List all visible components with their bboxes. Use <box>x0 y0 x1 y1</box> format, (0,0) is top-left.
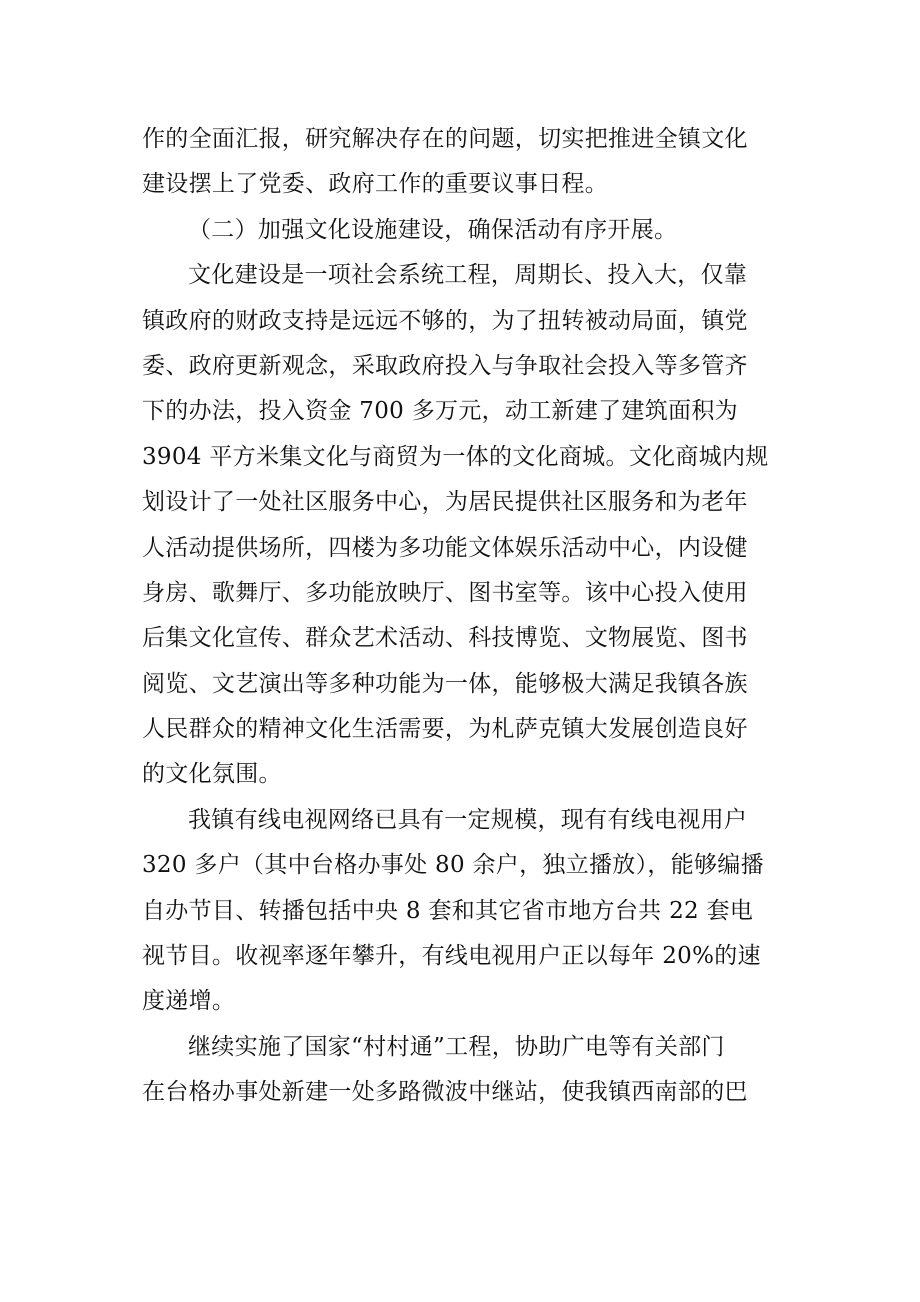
text-line: 继续实施了国家“村村通”工程，协助广电等有关部门 <box>188 1033 725 1060</box>
text-line: 建设摆上了党委、政府工作的重要议事日程。 <box>142 171 608 198</box>
text-line: 我镇有线电视网络已具有一定规模，现有有线电视用户 <box>188 806 748 833</box>
text-line: 在台格办事处新建一处多路微波中继站，使我镇西南部的巴 <box>142 1079 748 1106</box>
text-line: 划设计了一处社区服务中心，为居民提供社区服务和为老年 <box>142 489 748 516</box>
text-line: 人民群众的精神文化生活需要，为札萨克镇大发展创造良好 <box>142 716 748 743</box>
text-line: 镇政府的财政支持是远远不够的，为了扭转被动局面，镇党 <box>142 307 748 334</box>
text-line: 后集文化宣传、群众艺术活动、科技博览、文物展览、图书 <box>142 625 748 652</box>
text-line: 自办节目、转播包括中央 8 套和其它省市地方台共 22 套电 <box>142 897 754 924</box>
document-body <box>142 117 782 1116</box>
text-line: 身房、歌舞厅、多功能放映厅、图书室等。该中心投入使用 <box>142 579 748 606</box>
text-line: 下的办法，投入资金 700 多万元，动工新建了建筑面积为 <box>142 398 738 425</box>
text-line: 的文化氛围。 <box>142 761 282 788</box>
text-line: 度递增。 <box>142 988 236 1015</box>
text-line: 作的全面汇报，研究解决存在的问题，切实把推进全镇文化 <box>142 126 748 152</box>
text-line: 320 多户（其中台格办事处 80 余户，独立播放），能够编播 <box>142 852 764 879</box>
text-line: 视节目。收视率逐年攀升，有线电视用户正以每年 20%的速 <box>142 943 761 970</box>
text-line: 委、政府更新观念，采取政府投入与争取社会投入等多管齐 <box>142 352 748 379</box>
text-line: 人活动提供场所，四楼为多功能文体娱乐活动中心，内设健 <box>142 534 748 561</box>
text-line: 3904 平方米集文化与商贸为一体的文化商城。文化商城内规 <box>142 443 769 470</box>
text-line: 阅览、文艺演出等多种功能为一体，能够极大满足我镇各族 <box>142 670 748 697</box>
section-heading: （二）加强文化设施建设，确保活动有序开展。 <box>188 216 678 243</box>
text-line: 文化建设是一项社会系统工程，周期长、投入大，仅靠 <box>188 262 748 289</box>
